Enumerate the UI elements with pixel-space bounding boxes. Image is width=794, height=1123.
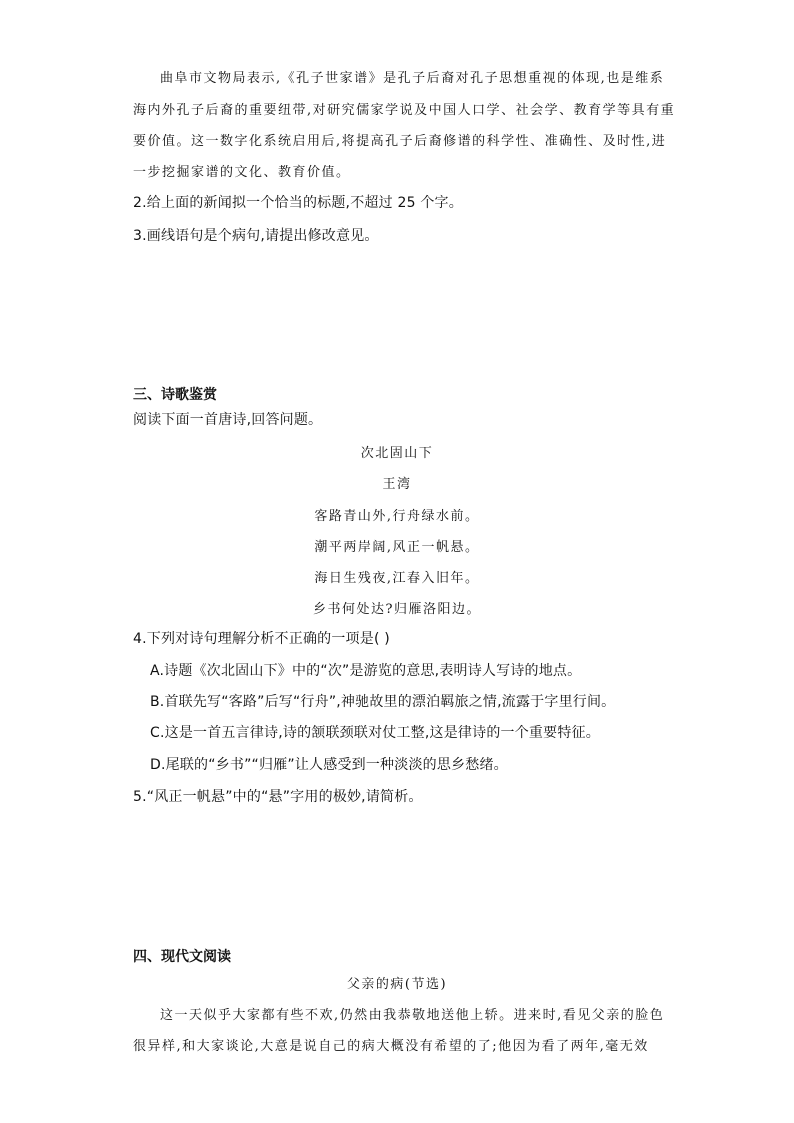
- question-5: 5.“风正一帆悬”中的“悬”字用的极妙,请简析。: [133, 789, 423, 805]
- question-4-stem: 4.下列对诗句理解分析不正确的一项是( ): [133, 631, 390, 647]
- news-line-3: 要价值。这一数字化系统启用后,将提高孔子后裔修谱的科学性、准确性、及时性,进: [133, 134, 667, 149]
- poem-line-1: 客路青山外,行舟绿水前。: [314, 509, 480, 524]
- question-4-option-a: A.诗题《次北固山下》中的“次”是游览的意思,表明诗人写诗的地点。: [150, 663, 582, 679]
- poem-title: 次北固山下: [360, 446, 434, 461]
- section-3-instruction: 阅读下面一首唐诗,回答问题。: [133, 412, 323, 428]
- poem-author: 王湾: [382, 477, 412, 492]
- question-2: 2.给上面的新闻拟一个恰当的标题,不超过 25 个字。: [133, 195, 463, 211]
- passage-line-1: 这一天似乎大家都有些不欢,仍然由我恭敬地送他上轿。进来时,看见父亲的脸色: [160, 1008, 665, 1023]
- poem-line-3: 海日生残夜,江春入旧年。: [314, 571, 480, 586]
- passage-title: 父亲的病(节选): [346, 977, 448, 992]
- poem-line-2: 潮平两岸阔,风正一帆悬。: [314, 540, 480, 555]
- section-4-heading: 四、现代文阅读: [133, 949, 231, 965]
- passage-line-2: 很异样,和大家谈论,大意是说自己的病大概没有希望的了;他因为看了两年,毫无效: [133, 1039, 649, 1054]
- news-line-1: 曲阜市文物局表示,《孔子世家谱》是孔子后裔对孔子思想重视的体现,也是维系: [160, 71, 665, 86]
- question-4-option-c: C.这是一首五言律诗,诗的颔联颈联对仗工整,这是律诗的一个重要特征。: [150, 725, 600, 741]
- section-3-heading: 三、诗歌鉴赏: [133, 387, 217, 403]
- question-4-option-d: D.尾联的“乡书”“归雁”让人感受到一种淡淡的思乡愁绪。: [150, 757, 508, 773]
- question-4-option-b: B.首联先写“客路”后写“行舟”,神驰故里的漂泊羁旅之情,流露于字里行间。: [150, 694, 616, 710]
- news-line-2: 海内外孔子后裔的重要纽带,对研究儒家学说及中国人口学、社会学、教育学等具有重: [133, 103, 676, 118]
- question-3: 3.画线语句是个病句,请提出修改意见。: [133, 228, 379, 244]
- poem-line-4: 乡书何处达?归雁洛阳边。: [313, 602, 481, 617]
- news-line-4: 一步挖掘家谱的文化、教育价值。: [133, 165, 351, 180]
